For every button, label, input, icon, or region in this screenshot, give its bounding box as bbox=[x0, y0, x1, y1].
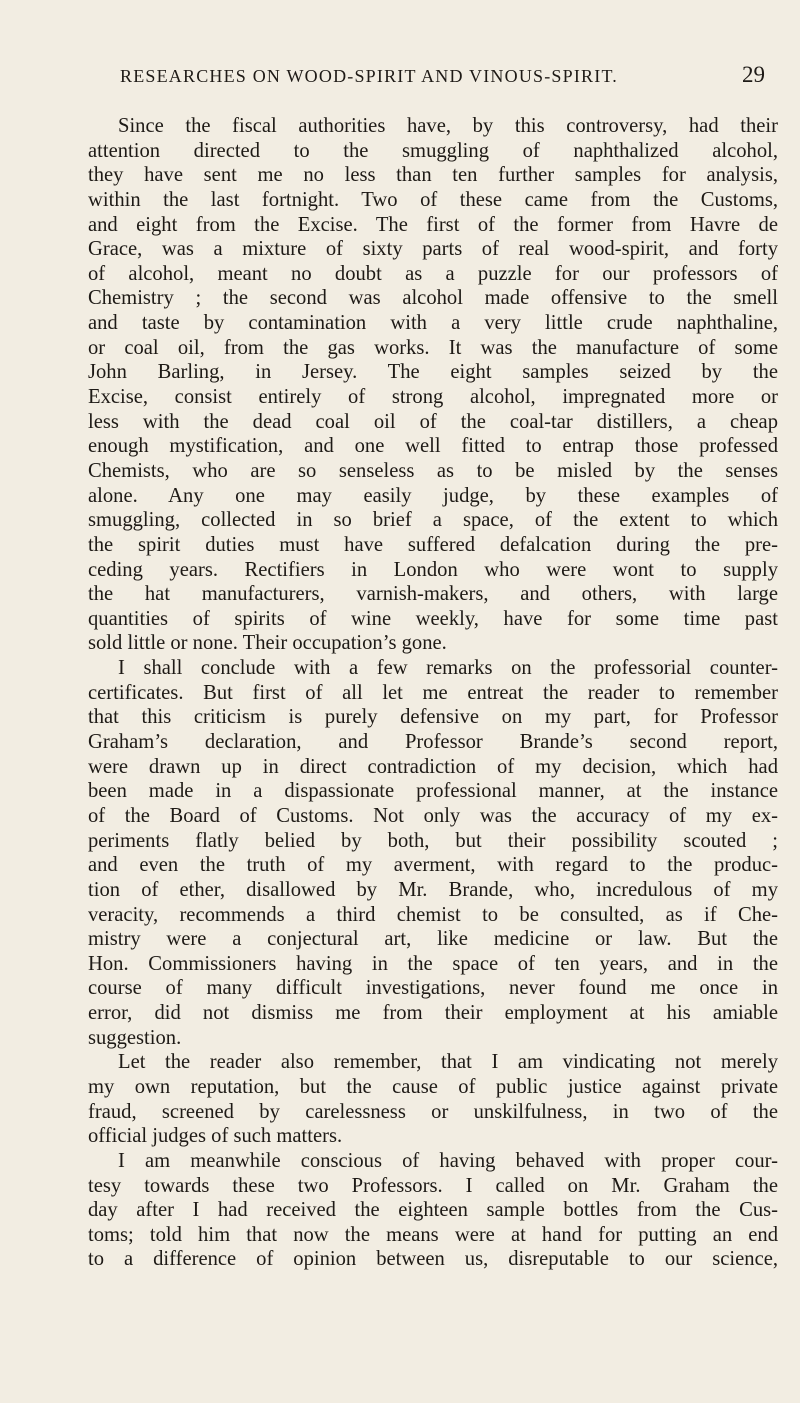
text-line: and eight from the Excise. The first of the former from Havre de bbox=[88, 213, 778, 236]
text-line: day after I had received the eighteen sample bottles from the Cus- bbox=[88, 1199, 778, 1222]
text-line: that this criticism is purely defensive on my part, for Professor bbox=[88, 706, 778, 729]
text-line: Grace, was a mixture of sixty parts of real wood-spirit, and forty bbox=[88, 238, 778, 261]
text-line: ceding years. Rectifiers in London who were wont to supply bbox=[88, 558, 778, 581]
text-line: and even the truth of my averment, with regard to the produc- bbox=[88, 854, 778, 877]
text-line: fraud, screened by carelessness or unskilfulness, in two of the bbox=[88, 1100, 778, 1123]
text-line: the hat manufacturers, varnish-makers, and others, with large bbox=[88, 583, 778, 606]
running-title: RESEARCHES ON WOOD-SPIRIT AND VINOUS-SPIRIT. bbox=[120, 66, 619, 86]
text-line: certificates. But first of all let me entreat the reader to remember bbox=[88, 681, 778, 704]
text-line: and taste by contamination with a very little crude naphthaline, bbox=[88, 312, 778, 335]
text-line: error, did not dismiss me from their employment at his amiable bbox=[88, 1002, 778, 1025]
text-line: Let the reader also remember, that I am vindicating not merely bbox=[118, 1051, 778, 1074]
text-line: mistry were a conjectural art, like medicine or law. But the bbox=[88, 928, 778, 951]
text-line: of the Board of Customs. Not only was the accuracy of my ex- bbox=[88, 804, 778, 827]
text-line: periments flatly belied by both, but their possibility scouted ; bbox=[88, 829, 778, 852]
text-line: the spirit duties must have suffered defalcation during the pre- bbox=[88, 533, 778, 556]
text-line: toms; told him that now the means were at hand for putting an end bbox=[88, 1223, 778, 1246]
text-line: to a difference of opinion between us, disreputable to our science, bbox=[88, 1248, 778, 1271]
running-header bbox=[120, 60, 780, 90]
text-line: or coal oil, from the gas works. It was the manufacture of some bbox=[88, 336, 778, 359]
text-line: tesy towards these two Professors. I called on Mr. Graham the bbox=[88, 1174, 778, 1197]
text-line: Chemists, who are so senseless as to be misled by the senses bbox=[88, 459, 778, 482]
text-line: my own reputation, but the cause of public justice against private bbox=[88, 1075, 778, 1098]
text-line: alone. Any one may easily judge, by these examples of bbox=[88, 484, 778, 507]
text-line: they have sent me no less than ten further samples for analysis, bbox=[88, 164, 778, 187]
text-line: John Barling, in Jersey. The eight samples seized by the bbox=[88, 361, 778, 384]
text-line: quantities of spirits of wine weekly, have for some time past bbox=[88, 607, 778, 630]
text-line: attention directed to the smuggling of naphthalized alcohol, bbox=[88, 139, 778, 162]
body-text bbox=[88, 114, 778, 1272]
text-line: I am meanwhile conscious of having behaved with proper cour- bbox=[118, 1149, 778, 1172]
text-line: been made in a dispassionate professional manner, at the instance bbox=[88, 780, 778, 803]
text-line: course of many difficult investigations, never found me once in bbox=[88, 977, 778, 1000]
text-line: smuggling, collected in so brief a space, of the extent to which bbox=[88, 509, 778, 532]
text-line: Since the fiscal authorities have, by this controversy, had their bbox=[118, 115, 778, 137]
text-line: Excise, consist entirely of strong alcohol, impregnated more or bbox=[88, 386, 778, 409]
text-line: official judges of such matters. bbox=[88, 1125, 343, 1148]
text-line: Chemistry ; the second was alcohol made offensive to the smell bbox=[88, 287, 778, 310]
text-line: Hon. Commissioners having in the space of ten years, and in the bbox=[88, 952, 778, 975]
text-line: were drawn up in direct contradiction of my decision, which had bbox=[88, 755, 778, 778]
text-line: enough mystification, and one well fitted to entrap those professed bbox=[88, 435, 778, 458]
text-line: sold little or none. Their occupation’s gone. bbox=[88, 632, 447, 655]
text-line: Graham’s declaration, and Professor Brande’s second report, bbox=[88, 731, 778, 754]
text-line: tion of ether, disallowed by Mr. Brande, who, incredulous of my bbox=[88, 878, 778, 901]
text-line: suggestion. bbox=[88, 1026, 182, 1049]
text-line: of alcohol, meant no doubt as a puzzle for our professors of bbox=[88, 262, 778, 285]
text-line: less with the dead coal oil of the coal-tar distillers, a cheap bbox=[88, 410, 778, 433]
page-number: 29 bbox=[742, 62, 765, 87]
text-line: within the last fortnight. Two of these came from the Customs, bbox=[88, 188, 778, 211]
text-line: I shall conclude with a few remarks on the professorial counter- bbox=[118, 657, 778, 680]
text-line: veracity, recommends a third chemist to be consulted, as if Che- bbox=[88, 903, 778, 926]
